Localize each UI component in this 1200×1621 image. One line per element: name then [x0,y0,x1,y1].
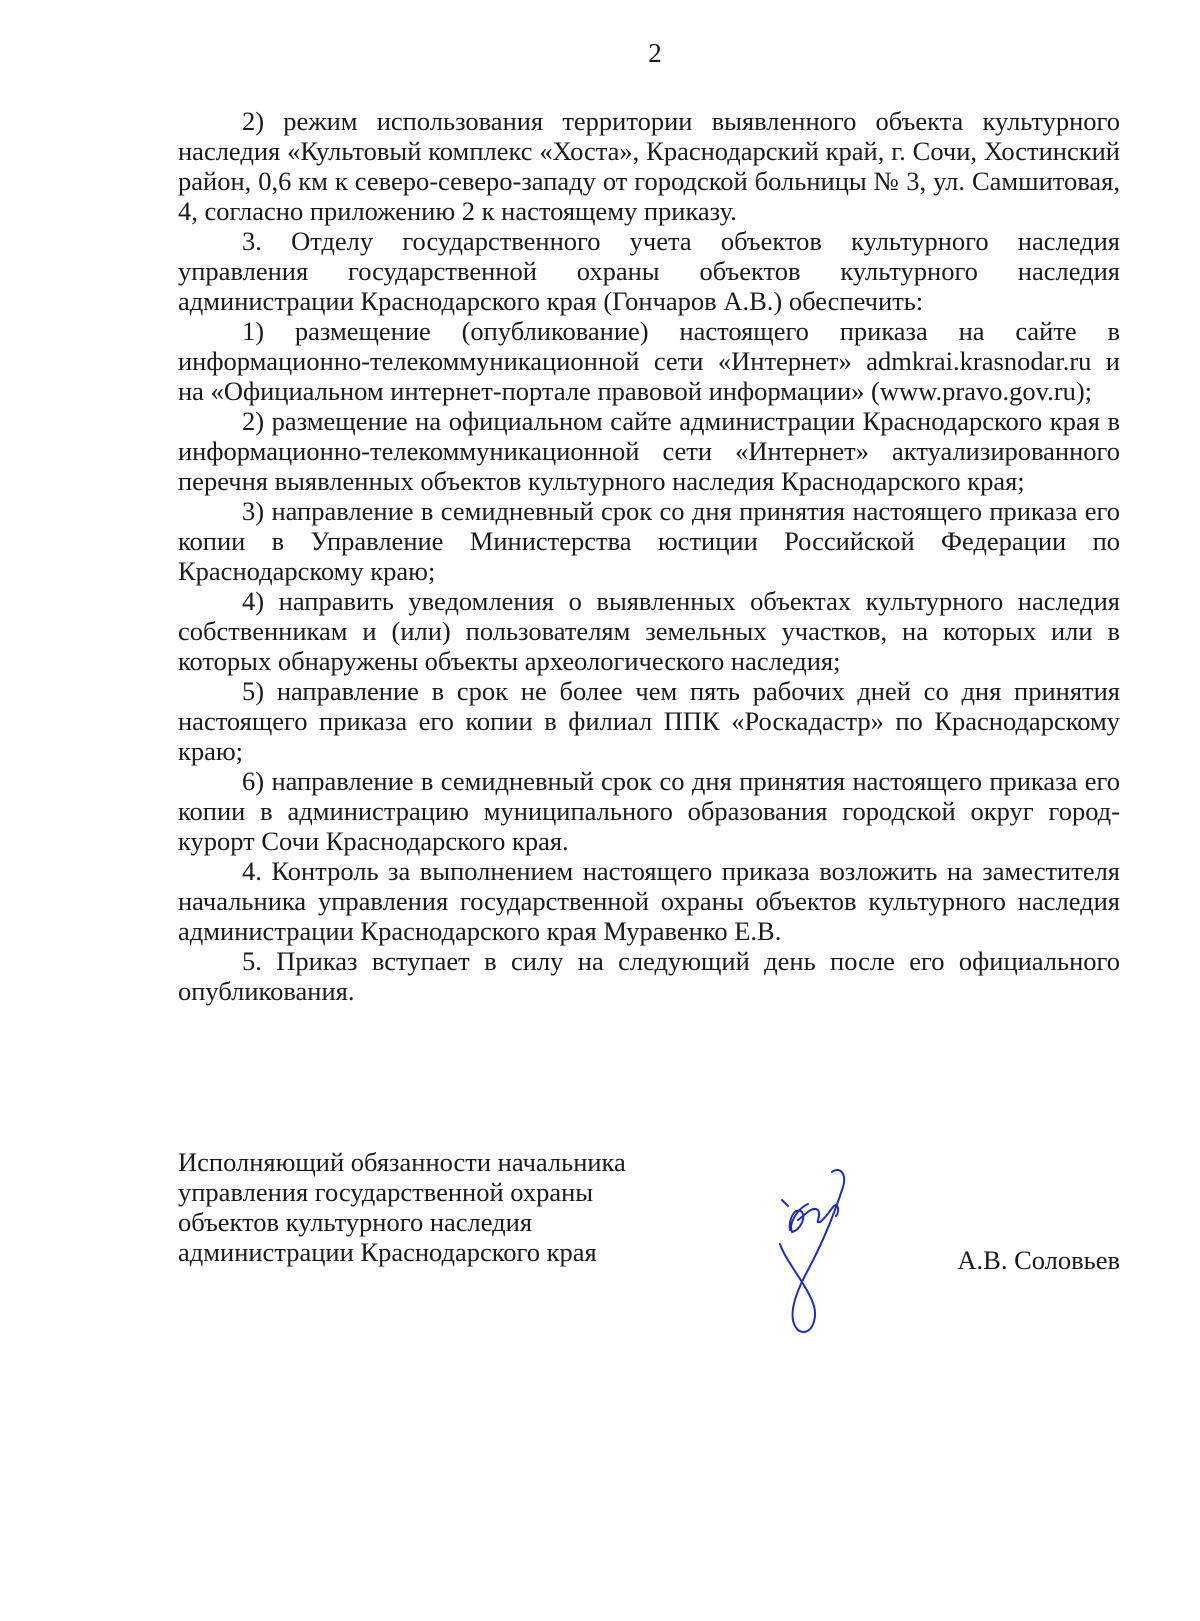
handwritten-signature [778,1166,878,1336]
signatory-position-line: управления государственной охраны [178,1177,594,1207]
paragraph-roskadastr: 5) направление в срок не более чем пять рабочих дней со дня принятия настоящего приказа его копии в филиал ППК «Роскадастр» по Краснодарскому краю; [178,676,1120,766]
signatory-position-line: Исполняющий обязанности начальника [178,1147,626,1177]
signatory-position-line: администрации Краснодарского края [178,1237,597,1267]
signatory-name: А.В. Соловьев [957,1245,1120,1275]
paragraph-ministry-of-justice: 3) направление в семидневный срок со дня принятия настоящего приказа его копии в Управление Министерства юстиции Российской Федерации по Краснодарскому краю; [178,496,1120,586]
paragraph-item-5-effective: 5. Приказ вступает в силу на следующий день после его официального опубликования. [178,946,1120,1006]
paragraph-publication: 1) размещение (опубликование) настоящего приказа на сайте в информационно-телекоммуникационной сети «Интернет» admkrai.krasnodar.ru и на «Официальном интернет-портале правовой информации» (www.pravo.gov.ru); [178,316,1120,406]
signature-block [178,1147,1120,1347]
paragraph-notifications: 4) направить уведомления о выявленных объектах культурного наследия собственникам и (или) пользователям земельных участков, на которых или в которых обнаружены объекты археологического наследия; [178,586,1120,676]
paragraph-item-3-department: 3. Отделу государственного учета объектов культурного наследия управления государственной охраны объектов культурного наследия администрации Краснодарского края (Гончаров А.В.) обеспечить: [178,226,1120,316]
document-body [178,106,1120,1006]
signatory-position-line: объектов культурного наследия [178,1207,533,1237]
paragraph-sochi-administration: 6) направление в семидневный срок со дня принятия настоящего приказа его копии в администрацию муниципального образования городской округ город-курорт Сочи Краснодарского края. [178,766,1120,856]
paragraph-official-site: 2) размещение на официальном сайте администрации Краснодарского края в информационно-телекоммуникационной сети «Интернет» актуализированного перечня выявленных объектов культурного наследия Краснодарского края; [178,406,1120,496]
page-number: 2 [648,38,662,68]
signatory-position [178,1147,718,1267]
paragraph-territory-regime: 2) режим использования территории выявленного объекта культурного наследия «Культовый комплекс «Хоста», Краснодарский край, г. Сочи, Хостинский район, 0,6 км к северо-северо-западу от городской больницы № 3, ул. Самшитовая, 4, согласно приложению 2 к настоящему приказу. [178,106,1120,226]
paragraph-item-4-control: 4. Контроль за выполнением настоящего приказа возложить на заместителя начальника управления государственной охраны объектов культурного наследия администрации Краснодарского края Муравенко Е.В. [178,856,1120,946]
